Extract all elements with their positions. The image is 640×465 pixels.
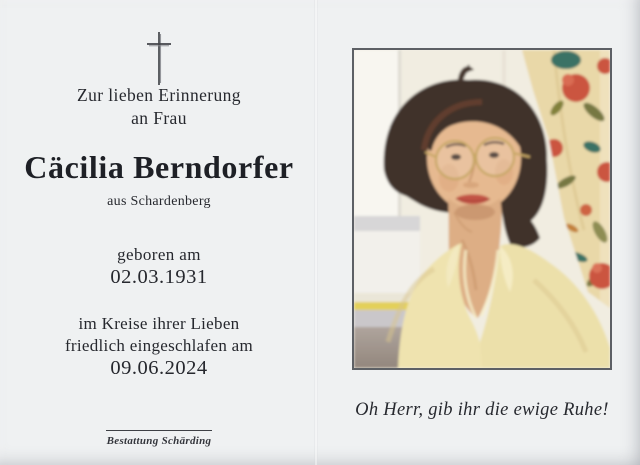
deceased-name: Cäcilia Berndorfer xyxy=(24,149,294,185)
funeral-home-name: Bestattung Schärding xyxy=(106,430,212,447)
passing-line-2: friedlich eingeschlafen am xyxy=(64,335,254,355)
deceased-origin: aus Schardenberg xyxy=(107,194,211,209)
intro-text xyxy=(0,84,318,130)
passing-line-1: im Kreise ihrer Lieben xyxy=(78,314,240,333)
intro-line-1: Zur lieben Erinnerung xyxy=(77,85,241,105)
intro-line-2: an Frau xyxy=(131,108,187,128)
portrait-photo xyxy=(352,48,612,370)
passing-text xyxy=(0,313,318,356)
prayer-text: Oh Herr, gib ihr die ewige Ruhe! xyxy=(355,400,609,420)
death-date: 09.06.2024 xyxy=(110,357,208,379)
born-label: geboren am xyxy=(117,245,201,264)
birth-date: 02.03.1931 xyxy=(110,266,208,288)
funeral-home-block xyxy=(0,430,318,449)
cross-icon xyxy=(0,31,318,92)
